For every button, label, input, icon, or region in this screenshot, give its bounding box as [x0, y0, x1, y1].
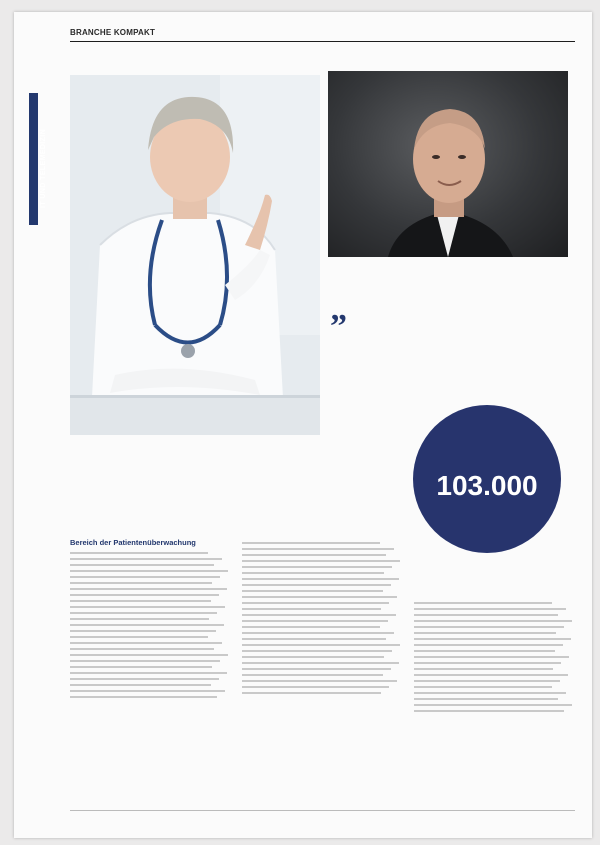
article-text-placeholder: [242, 662, 399, 664]
article-text-placeholder: [242, 608, 381, 610]
article-text-placeholder: [242, 686, 389, 688]
article-text-placeholder: [414, 602, 552, 604]
article-text-placeholder: [70, 648, 214, 650]
article-text-placeholder: [70, 630, 216, 632]
article-text-placeholder: [242, 572, 384, 574]
article-text-placeholder: [70, 624, 224, 626]
article-text-placeholder: [242, 632, 394, 634]
article-column-3: [414, 598, 574, 716]
article-text-placeholder: [242, 620, 388, 622]
article-text-placeholder: [414, 656, 569, 658]
article-text-placeholder: [242, 644, 400, 646]
article-text-placeholder: [414, 626, 564, 628]
sidebar-label: IT UND TELEMEDIZIN: [40, 128, 47, 208]
article-text-placeholder: [70, 576, 220, 578]
article-text-placeholder: [242, 668, 391, 670]
article-text-placeholder: [242, 554, 386, 556]
article-text-placeholder: [70, 678, 219, 680]
section-header: BRANCHE KOMPAKT: [70, 28, 156, 37]
article-text-placeholder: [70, 690, 225, 692]
article-text-placeholder: [70, 618, 209, 620]
article-text-placeholder: [242, 638, 386, 640]
article-text-placeholder: [414, 674, 568, 676]
article-text-placeholder: [70, 564, 214, 566]
article-text-placeholder: [70, 600, 211, 602]
article-text-placeholder: [70, 684, 211, 686]
article-text-placeholder: [70, 558, 222, 560]
article-text-placeholder: [242, 674, 383, 676]
article-text-placeholder: [414, 620, 572, 622]
article-text-placeholder: [414, 710, 564, 712]
article-text-placeholder: [70, 582, 212, 584]
article-text-placeholder: [414, 644, 563, 646]
article-text-placeholder: [414, 686, 552, 688]
article-text-placeholder: [70, 642, 222, 644]
article-text-placeholder: [242, 614, 396, 616]
article-text-placeholder: [242, 560, 400, 562]
article-text-placeholder: [414, 668, 553, 670]
article-text-placeholder: [242, 578, 399, 580]
article-column-2: [242, 538, 402, 698]
portrait-illustration: [328, 71, 568, 257]
column-3-lines: [414, 602, 574, 712]
article-text-placeholder: [242, 656, 384, 658]
doctor-illustration: [70, 75, 320, 435]
article-text-placeholder: [70, 588, 227, 590]
article-text-placeholder: [70, 612, 217, 614]
article-text-placeholder: [70, 606, 225, 608]
article-text-placeholder: [414, 680, 560, 682]
article-text-placeholder: [414, 632, 556, 634]
article-text-placeholder: [70, 666, 212, 668]
article-column-1: [70, 538, 230, 702]
article-text-placeholder: [414, 608, 566, 610]
article-text-placeholder: [414, 692, 566, 694]
article-text-placeholder: [70, 654, 228, 656]
column-1-lines: [70, 552, 230, 698]
portrait-photo: [328, 71, 568, 257]
header-rule: [70, 41, 575, 42]
article-text-placeholder: [242, 548, 394, 550]
article-text-placeholder: [414, 650, 555, 652]
article-text-placeholder: [414, 704, 572, 706]
column-2-lines: [242, 542, 402, 694]
footer-rule: [70, 810, 575, 811]
article-text-placeholder: [242, 650, 392, 652]
article-text-placeholder: [242, 590, 383, 592]
article-text-placeholder: [414, 662, 561, 664]
article-text-placeholder: [414, 698, 558, 700]
article-text-placeholder: [70, 696, 217, 698]
article-text-placeholder: [70, 672, 227, 674]
article-text-placeholder: [242, 596, 397, 598]
article-text-placeholder: [242, 692, 381, 694]
sidebar-tab: [29, 93, 38, 225]
stat-circle: [413, 405, 561, 553]
article-text-placeholder: [70, 660, 220, 662]
stat-value: 103.000: [436, 470, 538, 501]
article-text-placeholder: [242, 566, 392, 568]
article-text-placeholder: [242, 584, 391, 586]
article-text-placeholder: [242, 680, 397, 682]
doctor-photo: [70, 75, 320, 435]
article-text-placeholder: [242, 542, 380, 544]
article-text-placeholder: [414, 638, 571, 640]
article-text-placeholder: [70, 636, 208, 638]
quotation-mark-icon: ”: [330, 308, 347, 345]
article-text-placeholder: [414, 614, 558, 616]
article-text-placeholder: [242, 602, 389, 604]
article-text-placeholder: [70, 570, 228, 572]
article-text-placeholder: [242, 626, 380, 628]
article-text-placeholder: [70, 552, 208, 554]
article-text-placeholder: [70, 594, 219, 596]
column-1-heading: Bereich der Patientenüberwachung: [70, 538, 196, 547]
